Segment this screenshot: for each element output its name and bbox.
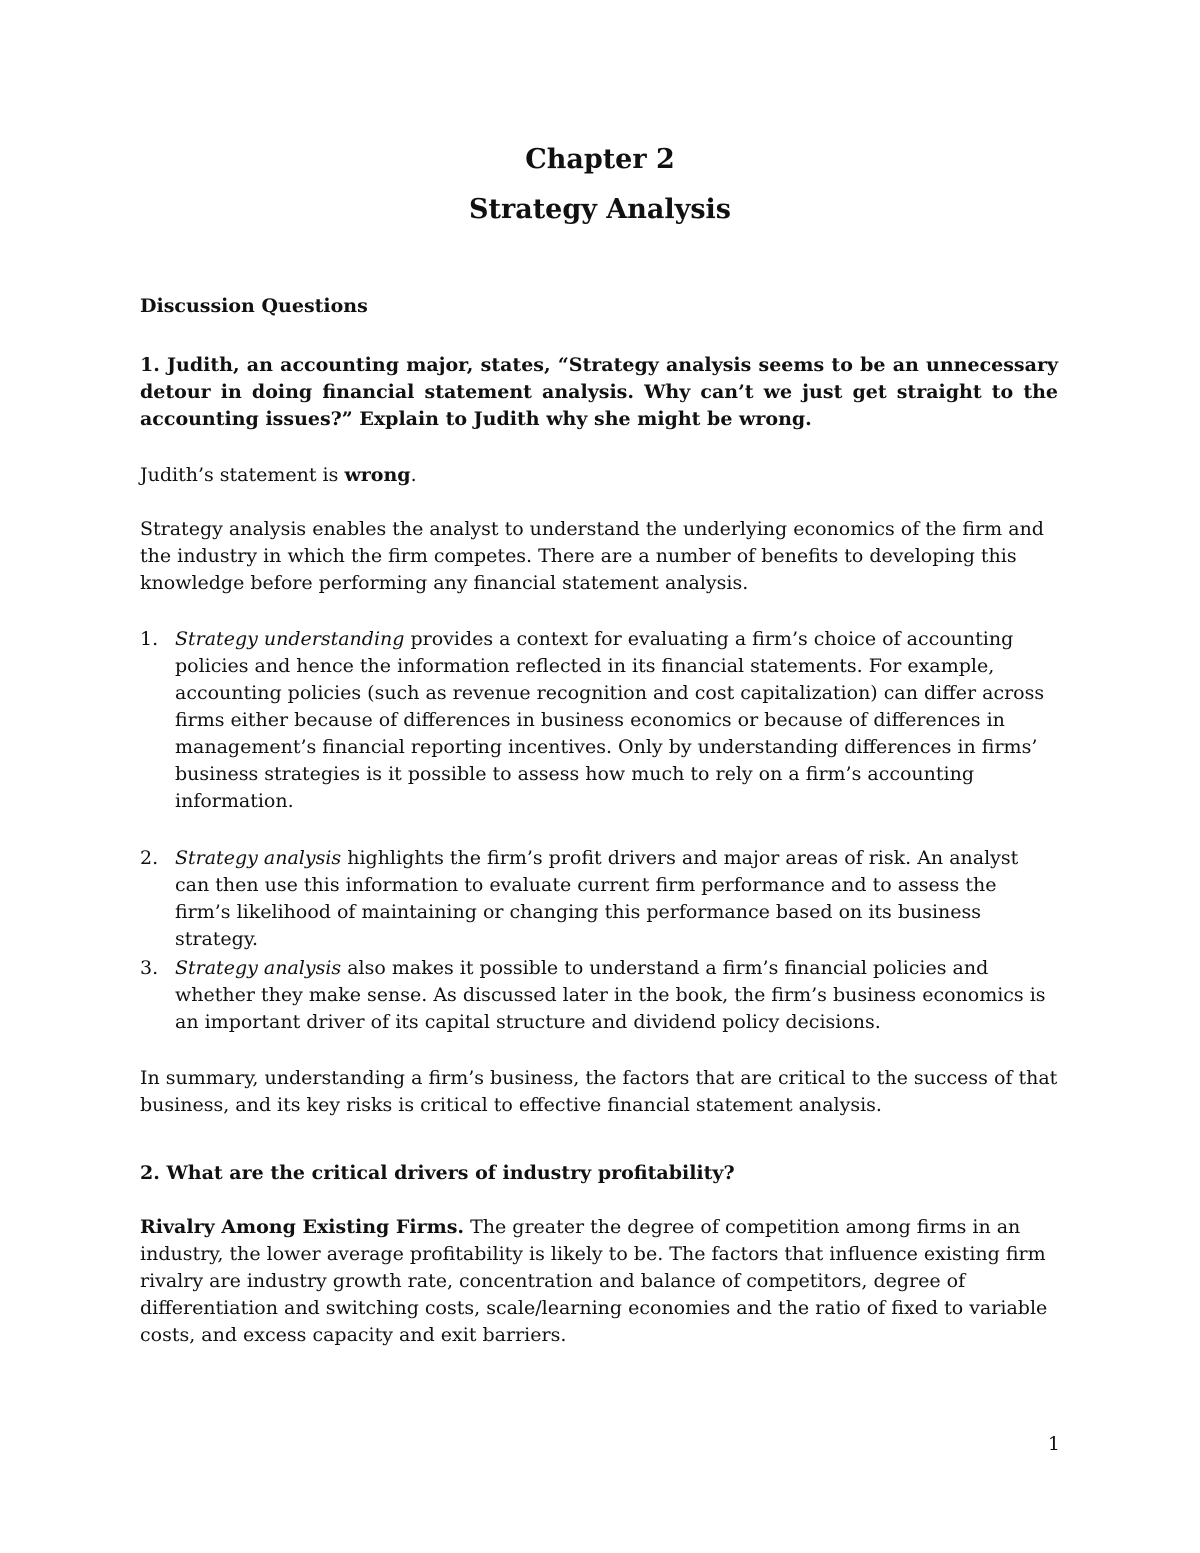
answer-lead: Judith’s statement is	[140, 464, 345, 486]
section-heading: Discussion Questions	[140, 295, 368, 317]
list-item	[140, 626, 1058, 815]
list-item-number: 2.	[140, 847, 159, 869]
answer-verdict: wrong	[344, 464, 411, 486]
list-item-term: Strategy understanding	[175, 628, 405, 650]
question-1-intro: Strategy analysis enables the analyst to understand the underlying economics of the firm and the industry in which the firm competes. There are a number of benefits to developing this knowledge before performing any financial statement analysis.	[140, 518, 1044, 594]
page-number: 1	[1047, 1433, 1060, 1455]
rivalry-paragraph	[140, 1214, 1058, 1349]
list-item-number: 3.	[140, 957, 159, 979]
rivalry-heading: Rivalry Among Existing Firms.	[140, 1216, 465, 1238]
question-2-prompt: 2. What are the critical drivers of industry profitability?	[140, 1162, 735, 1184]
list-item-text: highlights the firm’s profit drivers and major areas of risk. An analyst can then use this information to evaluate current firm performance and to assess the firm’s likelihood of maintaining or changing this performance based on its business strategy.	[175, 847, 1019, 950]
rivalry-text: The greater the degree of competition among firms in an industry, the lower average profitability is likely to be. The factors that influence existing firm rivalry are industry growth rate, concentration and balance of competitors, degree of differentiation and switching costs, scale/learning economies and the ratio of fixed to variable costs, and excess capacity and exit barriers.	[140, 1216, 1048, 1346]
answer-end: .	[410, 464, 417, 486]
list-item-term: Strategy analysis	[175, 957, 342, 979]
question-1-prompt: 1. Judith, an accounting major, states, “Strategy analysis seems to be an unnecessary detour in doing financial statement analysis. Why can’t we just get straight to the accounting issues?” Explain to Judith why she might be wrong.	[140, 354, 1058, 430]
list-item-number: 1.	[140, 628, 159, 650]
list-item	[140, 955, 1058, 1036]
list-item-text: also makes it possible to understand a firm’s financial policies and whether they make sense. As discussed later in the book, the firm’s business economics is an important driver of its capital structure and dividend policy decisions.	[175, 957, 1046, 1033]
list-item-term: Strategy analysis	[175, 847, 342, 869]
list-item-text: provides a context for evaluating a firm’s choice of accounting policies and hence the information reflected in its financial statements. For example, accounting policies (such as revenue recognition and cost capitalization) can differ across firms either because of differences in business economics or because of differences in management’s financial reporting incentives. Only by understanding differences in firms’ business strategies is it possible to assess how much to rely on a firm’s accounting information.	[175, 628, 1045, 812]
question-1-summary: In summary, understanding a firm’s business, the factors that are critical to the success of that business, and its key risks is critical to effective financial statement analysis.	[140, 1067, 1058, 1116]
question-1-answer	[140, 462, 1058, 489]
chapter-title: Strategy Analysis	[469, 194, 731, 225]
list-item	[140, 845, 1058, 953]
chapter-number: Chapter 2	[525, 144, 675, 175]
